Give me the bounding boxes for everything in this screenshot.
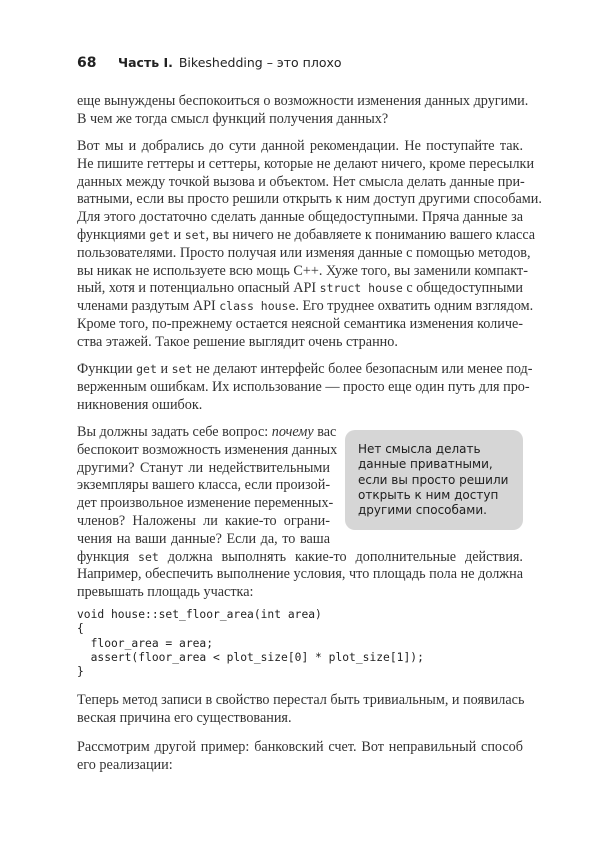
text-line (77, 297, 534, 315)
text-line (77, 244, 531, 262)
callout-line: открыть к ним доступ (358, 487, 499, 502)
text-line (77, 548, 523, 566)
text-run: должна выполнять какие-то дополнительные действия. (158, 548, 523, 565)
text-run: пользователями. Просто получая или изменяя данные с помощью методов, (77, 244, 531, 261)
code-line: floor_area = area; (77, 636, 214, 650)
text-run: вас (313, 424, 337, 440)
running-header (77, 54, 342, 72)
text-line (77, 691, 523, 709)
text-line (77, 226, 536, 244)
text-run: чения на ваши данные? Если да, то ваша (77, 530, 330, 547)
text-run: беспокоит возможность изменения данных (77, 441, 338, 458)
text-run: Например, обеспечить выполнение условия, что площадь пола не должна (77, 566, 523, 583)
text-line (77, 110, 523, 128)
text-run: Теперь метод записи в свойство перестал быть тривиальным, и появилась (77, 692, 525, 708)
text-line (77, 173, 523, 191)
text-line (77, 378, 530, 396)
text-run: с общедоступными (402, 280, 523, 297)
text-line (77, 756, 523, 774)
text-run: вы никак не используете всю мощь C++. Хуже того, вы заменили компакт- (77, 262, 528, 279)
text-line (77, 92, 529, 110)
text-run: превышать площадь участка: (77, 584, 254, 601)
code-line: assert(floor_area < plot_size[0] * plot_size[1]); (77, 650, 424, 664)
text-run: функция (77, 548, 139, 565)
text-line (77, 315, 523, 333)
inline-code: set (184, 228, 206, 242)
callout-line: если вы просто решили (358, 472, 509, 487)
text-line (77, 476, 330, 494)
inline-code: class house (219, 299, 296, 314)
callout-line: данные приватными, (358, 457, 493, 472)
emphasis: почему (271, 424, 314, 440)
text-line (77, 137, 523, 155)
text-line (77, 738, 523, 756)
text-run: не делают интерфейс более безопасным или менее под- (192, 361, 533, 377)
text-run: данных между точкой вызова и объектом. Нет смысла делать данные при- (77, 173, 525, 190)
text-run: Для этого достаточно сделать данные общедоступными. Пряча данные за (77, 209, 523, 226)
text-run: другими? Станут ли недействительными (77, 459, 330, 476)
text-line (77, 530, 330, 548)
text-run: верженным ошибкам. Их использование — просто еще один путь для про- (77, 378, 530, 395)
text-run: Функции (77, 361, 137, 377)
inline-code: struct house (319, 281, 403, 296)
code-line: } (77, 665, 84, 679)
code-line: { (77, 622, 84, 636)
text-line (77, 441, 338, 459)
text-run: Кроме того, по-прежнему остается неясной семантика изменения количе- (77, 316, 523, 332)
text-line (77, 262, 528, 280)
callout-line: другими способами. (358, 503, 487, 518)
text-run: членами раздутым API (77, 298, 220, 315)
text-line (77, 565, 523, 583)
callout-line: Нет смысла делать (358, 442, 481, 456)
text-run: ватными, если вы просто решили открыть к ним доступ другими способами. (77, 191, 542, 208)
inline-code: set (171, 362, 193, 376)
text-run: никновения ошибок. (77, 396, 203, 413)
part-label: Часть I. (118, 55, 173, 70)
text-line (77, 423, 337, 441)
inline-code: set (138, 549, 159, 564)
text-run: В чем же тогда смысл функций получения данных? (77, 110, 389, 127)
chapter-title: Bikeshedding – это плохо (178, 55, 342, 70)
text-run: его реализации: (77, 756, 173, 773)
text-line (77, 512, 330, 530)
text-run: еще вынуждены беспокоиться о возможности изменения данных другими. (77, 93, 529, 109)
text-run: Вы должны задать себе вопрос: (77, 424, 272, 440)
text-run: членов? Наложены ли какие-то ограни- (77, 513, 330, 529)
text-run: Рассмотрим другой пример: банковский счет. Вот неправильный способ (77, 739, 523, 755)
text-run: экземпляры вашего класса, если произой- (77, 477, 331, 494)
inline-code: get (149, 228, 171, 242)
pull-quote-callout (345, 430, 523, 530)
text-line (77, 459, 330, 477)
text-line (77, 360, 533, 378)
text-line (77, 208, 523, 226)
text-line (77, 396, 523, 414)
text-run: . Его труднее охватить одним взглядом. (295, 298, 534, 315)
text-run: и (156, 361, 172, 377)
text-run: функциями (77, 227, 150, 243)
text-line (77, 155, 535, 173)
code-line: void house::set_floor_area(int area) (77, 608, 322, 621)
page-number: 68 (77, 55, 97, 71)
inline-code: get (136, 362, 157, 376)
text-run: Не пишите геттеры и сеттеры, которые не делают ничего, кроме пересылки (77, 155, 535, 172)
text-line (77, 333, 523, 351)
text-run: дет произвольное изменение переменных- (77, 495, 334, 512)
text-run: , вы ничего не добавляете к пониманию вашего класса (205, 227, 536, 243)
text-run: ства этажей. Такое решение выглядит очень странно. (77, 333, 398, 350)
text-line (77, 709, 523, 727)
text-run: ный, хотя и потенциально опасный API (77, 280, 320, 297)
text-line (77, 190, 542, 208)
text-line (77, 494, 334, 512)
text-run: Вот мы и добрались до сути данной рекомендации. Не поступайте так. (77, 138, 523, 154)
text-run: и (170, 227, 185, 243)
text-run: веская причина его существования. (77, 709, 292, 726)
text-line (77, 279, 523, 297)
text-line (77, 583, 523, 601)
